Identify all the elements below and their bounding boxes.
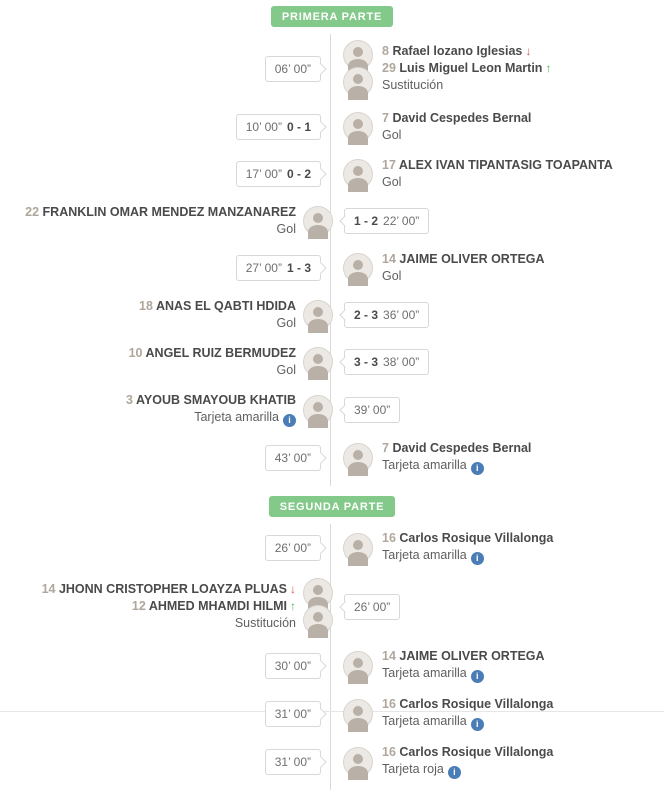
event-type-text: Gol — [276, 363, 296, 377]
avatar-stack — [343, 253, 373, 283]
player-name-line — [42, 581, 296, 598]
timeline-event — [0, 157, 664, 191]
player-name: AYOUB SMAYOUB KHATIB — [136, 393, 296, 407]
player-name: Carlos Rosique Villalonga — [399, 745, 554, 759]
time-badge — [265, 701, 321, 727]
player-name-line — [382, 60, 551, 77]
player-name-line — [382, 157, 613, 174]
player-number: 12 — [131, 599, 146, 613]
player-name-line — [42, 598, 296, 615]
event-type-text: Sustitución — [234, 616, 296, 630]
player-number: 14 — [382, 252, 396, 266]
person-silhouette-icon — [353, 658, 363, 668]
player-name: AHMED MHAMDI HILMI — [148, 599, 287, 613]
event-type-label — [126, 409, 296, 427]
event-type-label — [382, 761, 553, 779]
person-silhouette-icon — [353, 540, 363, 550]
person-silhouette-icon — [353, 119, 363, 129]
person-silhouette-icon — [353, 74, 363, 84]
time-badge-zone — [0, 653, 330, 679]
event-text — [42, 581, 296, 632]
player-number: 17 — [382, 158, 396, 172]
player-name-line — [126, 392, 296, 409]
event-text — [25, 204, 296, 238]
player-number: 10 — [128, 346, 143, 360]
time-badge-zone — [0, 749, 330, 775]
event-text — [382, 440, 531, 475]
player-name: Rafael lozano Iglesias — [392, 44, 523, 58]
person-silhouette-icon — [313, 585, 323, 595]
event-text — [382, 696, 553, 731]
avatar-stack — [303, 578, 333, 635]
person-silhouette-icon — [353, 754, 363, 764]
player-name: ANAS EL QABTI HDIDA — [155, 299, 296, 313]
player-number: 16 — [382, 531, 396, 545]
player-avatar — [303, 395, 333, 425]
match-section — [0, 490, 664, 794]
time-badge-zone — [0, 56, 330, 82]
arrow-down-icon: ↓ — [525, 44, 532, 58]
player-avatar — [343, 699, 373, 729]
timeline-event — [0, 298, 664, 332]
arrow-up-icon: ↑ — [545, 61, 552, 75]
event-time: 31’ 00” — [274, 706, 311, 721]
player-name: Carlos Rosique Villalonga — [399, 531, 554, 545]
player-avatar — [303, 605, 333, 635]
event-type-text: Sustitución — [382, 78, 444, 92]
person-silhouette-icon — [353, 706, 363, 716]
timeline-event — [0, 204, 664, 238]
event-type-text: Tarjeta amarilla — [382, 666, 467, 680]
player-number: 16 — [382, 697, 396, 711]
player-name-line — [129, 345, 296, 362]
player-avatar — [303, 206, 333, 236]
avatar-stack — [343, 159, 373, 189]
event-text — [382, 744, 553, 779]
event-text-zone — [0, 204, 296, 238]
event-text-zone — [0, 581, 296, 632]
info-icon[interactable]: i — [283, 414, 296, 427]
avatar-stack — [343, 443, 373, 473]
timeline-event — [0, 110, 664, 144]
event-text — [382, 530, 553, 565]
player-avatar — [303, 300, 333, 330]
event-text — [382, 110, 531, 144]
event-time: 26’ 00” — [274, 540, 311, 555]
avatar-stack — [303, 347, 333, 377]
event-text — [126, 392, 296, 427]
time-badge — [236, 114, 321, 140]
player-avatar — [343, 67, 373, 97]
player-name: Luis Miguel Leon Martin — [399, 61, 543, 75]
player-name: JHONN CRISTOPHER LOAYZA PLUAS — [58, 582, 287, 596]
event-time: 38’ 00” — [383, 355, 420, 369]
player-avatar — [343, 159, 373, 189]
event-time: 10’ 00” — [245, 120, 282, 134]
event-type-label — [139, 315, 296, 332]
player-avatar — [343, 651, 373, 681]
section-title-badge: PRIMERA PARTE — [271, 6, 393, 27]
event-type-label — [25, 221, 296, 238]
time-badge — [344, 397, 400, 423]
time-badge-zone — [344, 349, 429, 375]
events-list — [0, 522, 664, 794]
player-number: 7 — [382, 441, 389, 455]
section-header — [0, 0, 664, 32]
time-badge — [265, 749, 321, 775]
event-text-zone — [0, 392, 296, 427]
event-time: 36’ 00” — [383, 308, 420, 322]
event-type-label — [129, 362, 296, 379]
player-name-line — [382, 440, 531, 457]
event-type-label — [382, 127, 531, 144]
section-header — [0, 490, 664, 522]
score-text: 1 - 2 — [354, 214, 379, 228]
player-avatar — [343, 112, 373, 142]
event-text-zone — [0, 298, 296, 332]
player-name-line — [25, 204, 296, 221]
event-type-text: Gol — [276, 316, 296, 330]
player-avatar — [343, 533, 373, 563]
person-silhouette-icon — [313, 402, 323, 412]
time-badge — [265, 535, 321, 561]
timeline-event — [0, 251, 664, 285]
time-badge — [344, 208, 429, 234]
timeline-event — [0, 648, 664, 683]
time-badge-zone — [0, 535, 330, 561]
player-avatar — [343, 253, 373, 283]
event-type-text: Tarjeta amarilla — [382, 458, 467, 472]
time-badge — [265, 445, 321, 471]
event-time: 43’ 00” — [274, 450, 311, 465]
event-time: 39’ 00” — [354, 402, 391, 417]
player-avatar — [343, 40, 373, 70]
person-silhouette-icon — [353, 47, 363, 57]
player-name-line — [382, 530, 553, 547]
person-silhouette-icon — [313, 213, 323, 223]
time-badge — [344, 349, 429, 375]
player-name: David Cespedes Bernal — [392, 441, 532, 455]
event-time: 26’ 00” — [354, 599, 391, 614]
time-badge-zone — [344, 594, 400, 620]
player-number: 14 — [382, 649, 396, 663]
person-silhouette-icon — [313, 354, 323, 364]
person-silhouette-icon — [313, 307, 323, 317]
event-time: 30’ 00” — [274, 658, 311, 673]
player-avatar — [343, 443, 373, 473]
time-badge-zone — [0, 445, 330, 471]
event-text — [382, 251, 545, 285]
event-type-label — [42, 615, 296, 632]
event-type-text: Gol — [382, 128, 402, 142]
info-icon[interactable]: i — [471, 552, 484, 565]
timeline-event — [0, 744, 664, 779]
player-name: JAIME OLIVER ORTEGA — [399, 252, 545, 266]
avatar-stack — [303, 206, 333, 236]
player-name-line — [382, 110, 531, 127]
player-avatar — [303, 578, 333, 608]
avatar-stack — [343, 699, 373, 729]
event-type-text: Tarjeta amarilla — [194, 410, 279, 424]
time-badge-zone — [0, 114, 330, 140]
arrow-down-icon: ↓ — [290, 582, 296, 596]
timeline-event — [0, 392, 664, 427]
time-badge-zone — [344, 208, 429, 234]
event-type-text: Tarjeta roja — [382, 762, 444, 776]
time-badge-zone — [0, 161, 330, 187]
time-badge — [344, 302, 429, 328]
player-name: ANGEL RUIZ BERMUDEZ — [145, 346, 296, 360]
timeline-event — [0, 345, 664, 379]
player-name-line — [382, 43, 551, 60]
player-avatar — [343, 747, 373, 777]
timeline-event — [0, 696, 664, 731]
event-type-label — [382, 268, 545, 285]
player-number: 18 — [139, 299, 153, 313]
event-text — [382, 648, 545, 683]
player-number: 8 — [382, 44, 389, 58]
player-number: 3 — [126, 393, 133, 407]
time-badge — [265, 653, 321, 679]
avatar-stack — [303, 395, 333, 425]
timeline-event — [0, 40, 664, 97]
event-time: 27’ 00” — [245, 261, 282, 275]
event-text — [139, 298, 296, 332]
event-time: 22’ 00” — [383, 214, 420, 228]
event-type-text: Gol — [382, 175, 402, 189]
time-badge — [344, 594, 400, 620]
score-text: 0 - 1 — [286, 120, 311, 134]
player-avatar — [303, 347, 333, 377]
avatar-stack — [343, 533, 373, 563]
avatar-stack — [343, 40, 373, 97]
score-text: 0 - 2 — [286, 167, 311, 181]
avatar-stack — [343, 112, 373, 142]
person-silhouette-icon — [353, 166, 363, 176]
event-text — [129, 345, 296, 379]
event-time: 31’ 00” — [274, 754, 311, 769]
player-name: Carlos Rosique Villalonga — [399, 697, 554, 711]
avatar-stack — [303, 300, 333, 330]
info-icon[interactable]: i — [471, 670, 484, 683]
event-text — [382, 157, 613, 191]
section-title-badge: SEGUNDA PARTE — [269, 496, 396, 517]
event-type-label — [382, 457, 531, 475]
player-number: 22 — [25, 205, 40, 219]
time-badge-zone — [344, 302, 429, 328]
info-icon[interactable]: i — [471, 718, 484, 731]
event-type-label — [382, 665, 545, 683]
avatar-stack — [343, 651, 373, 681]
event-type-label — [382, 713, 553, 731]
event-time: 06’ 00” — [274, 61, 311, 76]
person-silhouette-icon — [313, 612, 323, 622]
player-number: 29 — [382, 61, 396, 75]
timeline-event — [0, 530, 664, 565]
events-list — [0, 32, 664, 490]
event-type-text: Tarjeta amarilla — [382, 714, 467, 728]
player-name: FRANKLIN OMAR MENDEZ MANZANAREZ — [42, 205, 296, 219]
event-text-zone — [0, 345, 296, 379]
event-text — [382, 43, 551, 94]
player-name-line — [382, 251, 545, 268]
time-badge — [236, 255, 321, 281]
player-name-line — [139, 298, 296, 315]
event-type-text: Gol — [382, 269, 402, 283]
player-name: ALEX IVAN TIPANTASIG TOAPANTA — [398, 158, 613, 172]
time-badge — [236, 161, 321, 187]
person-silhouette-icon — [353, 450, 363, 460]
event-time: 17’ 00” — [245, 167, 282, 181]
event-type-text: Tarjeta amarilla — [382, 548, 467, 562]
event-type-label — [382, 174, 613, 191]
timeline-event — [0, 578, 664, 635]
time-badge-zone — [0, 255, 330, 281]
info-icon[interactable]: i — [448, 766, 461, 779]
avatar-stack — [343, 747, 373, 777]
event-type-text: Gol — [276, 222, 296, 236]
player-name: JAIME OLIVER ORTEGA — [399, 649, 545, 663]
timeline-event — [0, 440, 664, 475]
event-type-label — [382, 547, 553, 565]
player-number: 7 — [382, 111, 389, 125]
bottom-divider — [0, 711, 664, 712]
score-text: 1 - 3 — [286, 261, 311, 275]
score-text: 2 - 3 — [354, 308, 379, 322]
player-name-line — [382, 648, 545, 665]
time-badge-zone — [0, 701, 330, 727]
player-number: 14 — [41, 582, 56, 596]
score-text: 3 - 3 — [354, 355, 379, 369]
arrow-up-icon: ↑ — [290, 599, 296, 613]
info-icon[interactable]: i — [471, 462, 484, 475]
player-name-line — [382, 744, 553, 761]
player-name: David Cespedes Bernal — [392, 111, 532, 125]
person-silhouette-icon — [353, 260, 363, 270]
player-number: 16 — [382, 745, 396, 759]
time-badge-zone — [344, 397, 400, 423]
event-type-label — [382, 77, 551, 94]
time-badge — [265, 56, 321, 82]
